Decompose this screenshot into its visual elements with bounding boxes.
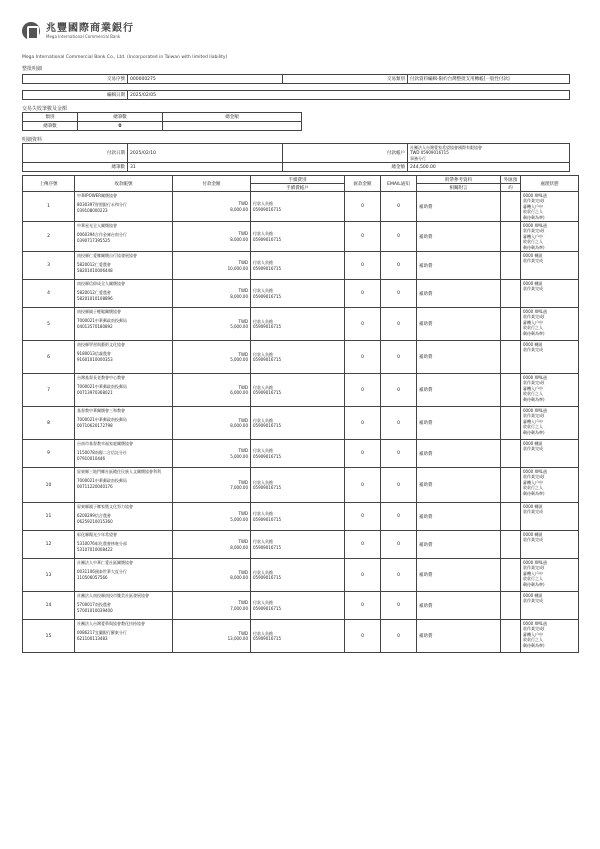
row-memo: 補助費 <box>417 280 501 308</box>
table-row <box>23 620 579 653</box>
row-fee-amt: 0 <box>345 192 381 222</box>
row-seq: 11 <box>23 503 75 531</box>
col-amount: 付款金額 <box>173 176 251 192</box>
row-email: 0 <box>381 407 417 440</box>
row-seq: 7 <box>23 374 75 407</box>
status-col-type: 類別 <box>23 113 78 122</box>
row-email: 0 <box>381 559 417 592</box>
row-status: 0000 轉匯 款作業完成 <box>521 592 579 620</box>
col-ack-top: 外匯預 <box>501 176 521 184</box>
row-email: 0 <box>381 252 417 280</box>
row-payee: 屏東縣親子鄉家暨文化努力協會 6200299信合農會 06259210015360 <box>75 503 173 531</box>
row-amount: TWD 5,000.00 <box>173 440 251 468</box>
row-email: 0 <box>381 222 417 252</box>
summary-table <box>22 143 570 172</box>
row-fee-amt: 0 <box>345 503 381 531</box>
row-status: 0000 XML通 款作業完成( 審機入戶中 收款行之人 剩待剩為準) <box>521 374 579 407</box>
payer-account: 社團法人台灣愛家希望協會國際有限協會 TWD 05909016715 事務分行 <box>408 144 570 163</box>
row-fee: 付款人負擔 05909016715 <box>251 592 345 620</box>
total-count-label: 總筆數 <box>23 163 128 172</box>
row-payee: 基督教中華關懷會三和教會 7000021中華郵政南投郵局 00710620172798 <box>75 407 173 440</box>
status-col-amount: 總金額 <box>163 113 302 122</box>
row-email: 0 <box>381 192 417 222</box>
pay-date-value: 2025/02/10 <box>128 144 283 163</box>
row-fee: 付款人負擔 05909016715 <box>251 280 345 308</box>
row-fee-amt: 0 <box>345 341 381 374</box>
row-seq: 15 <box>23 620 75 653</box>
pay-date-label: 付款日期 <box>23 144 128 163</box>
total-amount-value: 244,500.00 <box>408 163 570 172</box>
col-status: 處理狀態 <box>521 176 579 192</box>
row-fee: 付款人負擔 05909016715 <box>251 407 345 440</box>
row-memo: 補助費 <box>417 531 501 559</box>
row-memo: 補助費 <box>417 468 501 503</box>
table-row <box>23 341 579 374</box>
row-email: 0 <box>381 620 417 653</box>
status-row-value: 0 <box>78 122 163 131</box>
row-memo: 補助費 <box>417 374 501 407</box>
row-amount: TWD 5,000.00 <box>173 308 251 341</box>
row-fee-amt: 0 <box>345 440 381 468</box>
row-seq: 8 <box>23 407 75 440</box>
table-row <box>23 407 579 440</box>
row-payee: 社團法人中華仁愛社區關懷協會 0031106國泰世華大直分行 110506057566 <box>75 559 173 592</box>
row-status: 0000 轉匯 款作業完成 <box>521 252 579 280</box>
row-fee: 付款人負擔 05909016715 <box>251 192 345 222</box>
detail-table <box>22 175 579 653</box>
col-memo-top: 附帶參考資料 <box>417 176 501 184</box>
row-fee: 付款人負擔 05909016715 <box>251 559 345 592</box>
table-row <box>23 252 579 280</box>
col-fee-bottom: 手續費帳戶 <box>251 184 345 192</box>
row-seq: 9 <box>23 440 75 468</box>
row-fee: 付款人負擔 05909016715 <box>251 222 345 252</box>
row-memo: 補助費 <box>417 620 501 653</box>
row-fee: 付款人負擔 05909016715 <box>251 503 345 531</box>
status-row-label: 總筆數 <box>23 122 78 131</box>
edit-date-label: 編輯日期 <box>23 91 128 100</box>
row-fee: 付款人負擔 05909016715 <box>251 531 345 559</box>
section-title: 整批明細 <box>22 66 43 72</box>
row-status: 0000 XML通 款作業完成( 審機入戶中 收款行之人 剩待剩為準) <box>521 192 579 222</box>
row-seq: 14 <box>23 592 75 620</box>
row-amount: TWD 8,000.00 <box>173 222 251 252</box>
row-payee: 南投縣仁愛鄉關懷自行協發展協會 5820012仁愛農會 58201010006448 <box>75 252 173 280</box>
bank-logo-icon <box>22 22 40 40</box>
row-payee: 台灣基督長老教會中心教會 7000021中華郵政南投郵局 00713970368021 <box>75 374 173 407</box>
row-fee-amt: 0 <box>345 252 381 280</box>
row-email: 0 <box>381 468 417 503</box>
row-email: 0 <box>381 374 417 407</box>
table-row <box>23 559 579 592</box>
row-memo: 補助費 <box>417 192 501 222</box>
row-seq: 13 <box>23 559 75 592</box>
table-row <box>23 592 579 620</box>
row-email: 0 <box>381 341 417 374</box>
txn-no-value: 000000275 <box>128 75 283 84</box>
table-row <box>23 308 579 341</box>
row-status: 0000 XML通 款作業完成( 審機入戶中 收款行之人 剩待剩為準) <box>521 407 579 440</box>
row-fee: 付款人負擔 05909016715 <box>251 308 345 341</box>
row-fee: 付款人負擔 05909016715 <box>251 468 345 503</box>
row-amount: TWD 5,000.00 <box>173 341 251 374</box>
row-fee-amt: 0 <box>345 280 381 308</box>
col-payee: 收款帳號 <box>75 176 173 192</box>
table-row <box>23 374 579 407</box>
row-email: 0 <box>381 308 417 341</box>
table-row <box>23 531 579 559</box>
table-row <box>23 503 579 531</box>
row-email: 0 <box>381 440 417 468</box>
header-table <box>22 74 570 100</box>
row-amount: TWD 13,000.00 <box>173 620 251 653</box>
edit-date-value: 2025/02/05 <box>128 91 570 100</box>
row-payee: 社團法人南投縣南投市雙美社區發展協會 5700017南投農會 57001010039400 <box>75 592 173 620</box>
row-email: 0 <box>381 280 417 308</box>
row-status: 0000 XML通 款作業完成( 審機入戶中 收款行之人 剩待剩為準) <box>521 468 579 503</box>
row-fee-amt: 0 <box>345 308 381 341</box>
row-payee: 中華IPOWER關懷協會 8030397智照銀行永和分行 039108000223 <box>75 192 173 222</box>
table-row <box>23 468 579 503</box>
row-memo: 補助費 <box>417 559 501 592</box>
row-amount: TWD 8,000.00 <box>173 559 251 592</box>
status-section-title: 交易失敗筆數及金額 <box>22 106 68 112</box>
row-status: 0000 轉匯 款作業完成 <box>521 341 579 374</box>
row-payee: 南投縣學習與藝術文化協會 9180013信義農會 91601010000353 <box>75 341 173 374</box>
row-amount: TWD 8,000.00 <box>173 192 251 222</box>
row-fee-amt: 0 <box>345 222 381 252</box>
row-payee: 台南市基督教幸福家庭關懷協會 1150078南陽二合信託分社 07910010446 <box>75 440 173 468</box>
row-memo: 補助費 <box>417 503 501 531</box>
bank-name-en: Mega International Commercial Bank <box>46 34 121 39</box>
row-seq: 6 <box>23 341 75 374</box>
col-email: EMAIL通知 <box>381 176 417 192</box>
row-memo: 補助費 <box>417 308 501 341</box>
row-status: 0000 XML通 款作業完成( 審機入戶中 收款行之人 剩待剩為準) <box>521 559 579 592</box>
row-memo: 補助費 <box>417 592 501 620</box>
row-fee-amt: 0 <box>345 620 381 653</box>
txn-type-label: 交易類別 <box>283 75 408 84</box>
row-fee-amt: 0 <box>345 559 381 592</box>
row-memo: 補助費 <box>417 407 501 440</box>
row-fee: 付款人負擔 05909016715 <box>251 620 345 653</box>
row-payee: 屏東縣三地門鄉社區總住民族人文關懷協會利利 7000021中華郵政南投郵局 00711220040176 <box>75 468 173 503</box>
bank-name-cn: 兆豐國際商業銀行 <box>46 23 134 34</box>
row-status: 0000 轉匯 款作業完成 <box>521 280 579 308</box>
row-seq: 10 <box>23 468 75 503</box>
row-payee: 南投縣信仰成全人關懷協會 5820012仁愛農會 58201010108896 <box>75 280 173 308</box>
row-amount: TWD 10,000.00 <box>173 252 251 280</box>
row-amount: TWD 8,000.00 <box>173 407 251 440</box>
row-memo: 補助費 <box>417 222 501 252</box>
col-fee-amt: 匯款金額 <box>345 176 381 192</box>
detail-section-title: 明細資料 <box>22 137 43 143</box>
row-fee-amt: 0 <box>345 468 381 503</box>
col-memo-bottom: 相關附言 <box>417 184 501 192</box>
row-seq: 4 <box>23 280 75 308</box>
table-row <box>23 192 579 222</box>
row-email: 0 <box>381 503 417 531</box>
row-amount: TWD 7,000.00 <box>173 592 251 620</box>
status-table <box>22 112 302 131</box>
row-fee: 付款人負擔 05909016715 <box>251 252 345 280</box>
col-ack-bottom: 約 <box>501 184 521 192</box>
row-memo: 補助費 <box>417 440 501 468</box>
row-memo: 補助費 <box>417 341 501 374</box>
row-fee-amt: 0 <box>345 374 381 407</box>
row-email: 0 <box>381 531 417 559</box>
document <box>22 20 578 653</box>
row-status: 0000 轉匯 款作業完成 <box>521 503 579 531</box>
row-memo: 補助費 <box>417 252 501 280</box>
row-fee-amt: 0 <box>345 531 381 559</box>
row-seq: 3 <box>23 252 75 280</box>
row-seq: 2 <box>23 222 75 252</box>
row-status: 0000 XML通 款作業完成( 審機入戶中 收款行之人 剩待剩為準) <box>521 222 579 252</box>
txn-no-label: 交易序號 <box>23 75 128 84</box>
row-payee: 彰化縣陽光少年希望會 5310076彰化農會林進分部 53107010008422 <box>75 531 173 559</box>
table-row <box>23 222 579 252</box>
row-seq: 12 <box>23 531 75 559</box>
status-col-count: 總筆數 <box>78 113 163 122</box>
payer-label: 付款帳戶 <box>283 144 408 163</box>
row-amount: TWD 5,000.00 <box>173 503 251 531</box>
row-fee-amt: 0 <box>345 592 381 620</box>
row-amount: TWD 6,000.00 <box>173 374 251 407</box>
row-fee: 付款人負擔 05909016715 <box>251 440 345 468</box>
total-amount-label: 總金額 <box>283 163 408 172</box>
row-status: 0000 轉匯 款作業完成 <box>521 440 579 468</box>
row-payee: 社團法人台灣愛慕與協會教化扶持協會 0086217宜蘭銀行羅東分行 621100113483 <box>75 620 173 653</box>
total-count-value: 31 <box>128 163 283 172</box>
table-row <box>23 280 579 308</box>
row-payee: 中華星光全人關懷協會 0060394合作金庫台南分行 0390717395525 <box>75 222 173 252</box>
row-payee: 南投縣親子輕鬆關懷協會 7000021中華郵政南投郵局 04013570180892 <box>75 308 173 341</box>
row-fee-amt: 0 <box>345 407 381 440</box>
col-seq: 上傳序號 <box>23 176 75 192</box>
letterhead <box>22 20 578 42</box>
row-amount: TWD 7,000.00 <box>173 468 251 503</box>
row-status: 0000 XML通 款作業完成( 審機入戶中 收款行之人 剩待剩為準) <box>521 308 579 341</box>
row-email: 0 <box>381 592 417 620</box>
row-seq: 5 <box>23 308 75 341</box>
bank-subtitle: Mega International Commercial Bank Co., Ltd. (Incorporated in Taiwan with limited liability) <box>22 55 228 60</box>
row-amount: TWD 8,000.00 <box>173 280 251 308</box>
row-status: 0000 轉匯 款作業完成 <box>521 531 579 559</box>
col-fee-top: 手續費別 <box>251 176 345 184</box>
row-fee: 付款人負擔 05909016715 <box>251 341 345 374</box>
row-status: 0000 XML通 款作業完成( 審機入戶中 收款行之人 剩待剩為準) <box>521 620 579 653</box>
row-amount: TWD 8,000.00 <box>173 531 251 559</box>
row-fee: 付款人負擔 05909016715 <box>251 374 345 407</box>
table-row <box>23 440 579 468</box>
txn-type-value: 付款資料編輯-限約台灣整批支用轉帳[一般性付款] <box>408 75 570 84</box>
row-seq: 1 <box>23 192 75 222</box>
